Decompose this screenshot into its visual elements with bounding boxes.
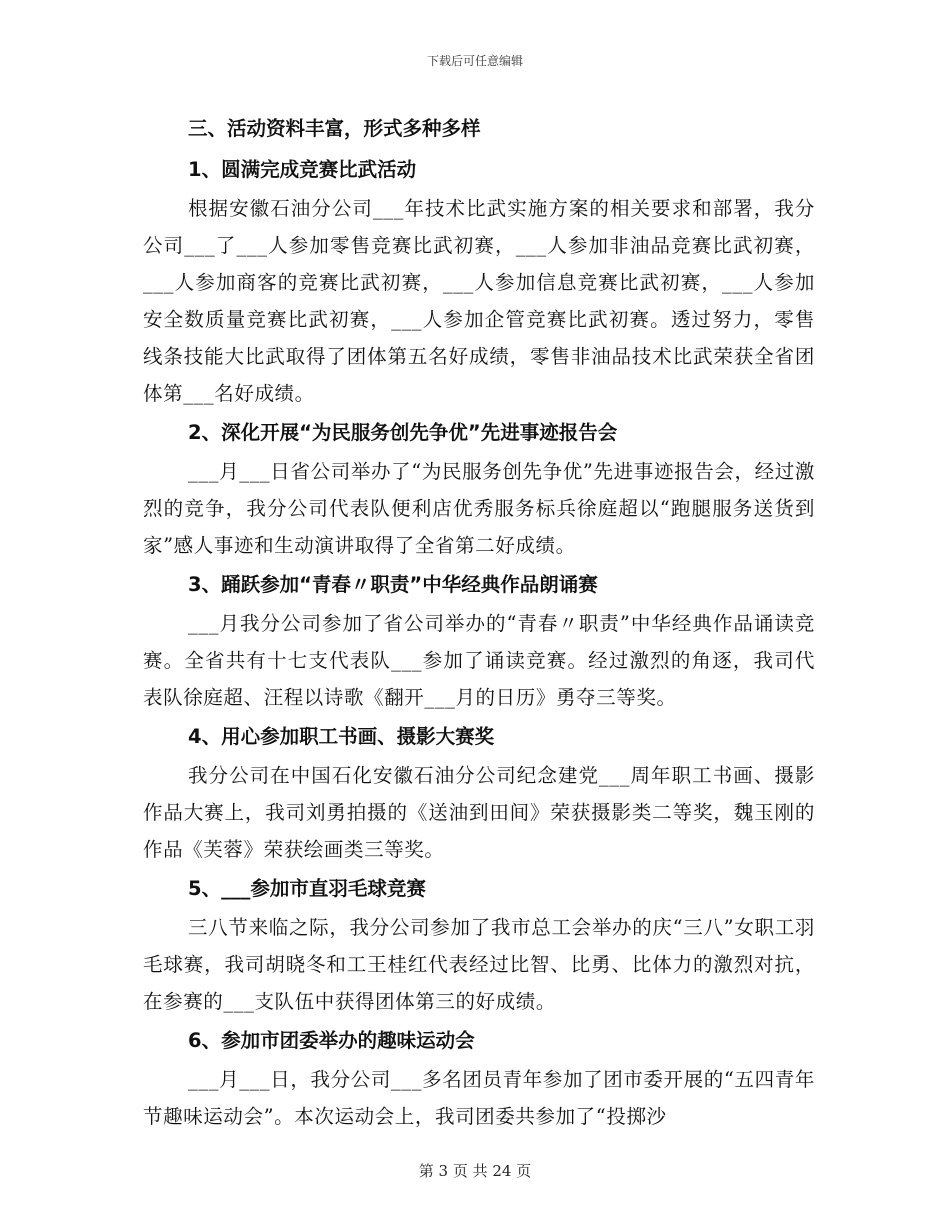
section-heading: 3、踊跃参加“青春〃职责”中华经典作品朗诵赛	[188, 573, 598, 596]
section-paragraph: ___月___日，我分公司___多名团员青年参加了团市委开展的“五四青年节趣味运动会”。本次运动会上，我司团委共参加了“投掷沙	[143, 1068, 815, 1128]
section-paragraph: 三八节来临之际，我分公司参加了我市总工会举办的庆“三八”女职工羽毛球赛，我司胡晓冬和工王桂红代表经过比智、比勇、比体力的激烈对抗，在参赛的___支队伍中获得团体第三的好成绩。	[143, 916, 815, 1013]
section-paragraph: ___月___日省公司举办了“为民服务创先争优”先进事迹报告会，经过激烈的竞争，我分公司代表队便利店优秀服务标兵徐庭超以“跑腿服务送货到家”感人事迹和生动演讲取得了全省第二好成绩。	[143, 460, 815, 557]
section-heading: 4、用心参加职工书画、摄影大赛奖	[188, 725, 495, 748]
section-heading: 6、参加市团委举办的趣味运动会	[188, 1029, 475, 1052]
document-body	[143, 108, 815, 1135]
section-paragraph: 根据安徽石油分公司___年技术比武实施方案的相关要求和部署，我分公司___了___人参加零售竞赛比武初赛，___人参加非油品竞赛比武初赛，___人参加商客的竞赛比武初赛，___人参加信息竞赛比武初赛，___人参加安全数质量竞赛比武初赛，___人参加企管竞赛比武初赛。透过努力，零售线条技能大比武取得了团体第五名好成绩，零售非油品技术比武荣获全省团体第___名好成绩。	[143, 197, 815, 405]
page-footer: 第 3 页 共 24 页	[418, 1162, 532, 1180]
section-heading: 2、深化开展“为民服务创先争优”先进事迹报告会	[188, 421, 618, 444]
section-paragraph: ___月我分公司参加了省公司举办的“青春〃职责”中华经典作品诵读竞赛。全省共有十七支代表队___参加了诵读竞赛。经过激烈的角逐，我司代表队徐庭超、汪程以诗歌《翻开___月的日历》勇夺三等奖。	[143, 612, 815, 709]
section-heading: 1、圆满完成竞赛比武活动	[188, 158, 417, 181]
section-paragraph: 我分公司在中国石化安徽石油分公司纪念建党___周年职工书画、摄影作品大赛上，我司刘勇拍摄的《送油到田间》荣获摄影类二等奖，魏玉刚的作品《芙蓉》荣获绘画类三等奖。	[143, 764, 815, 861]
section-heading: 三、活动资料丰富，形式多种多样	[188, 117, 481, 140]
page-header: 下载后可任意编辑	[426, 54, 523, 68]
section-heading: 5、___参加市直羽毛球竞赛	[188, 877, 426, 900]
